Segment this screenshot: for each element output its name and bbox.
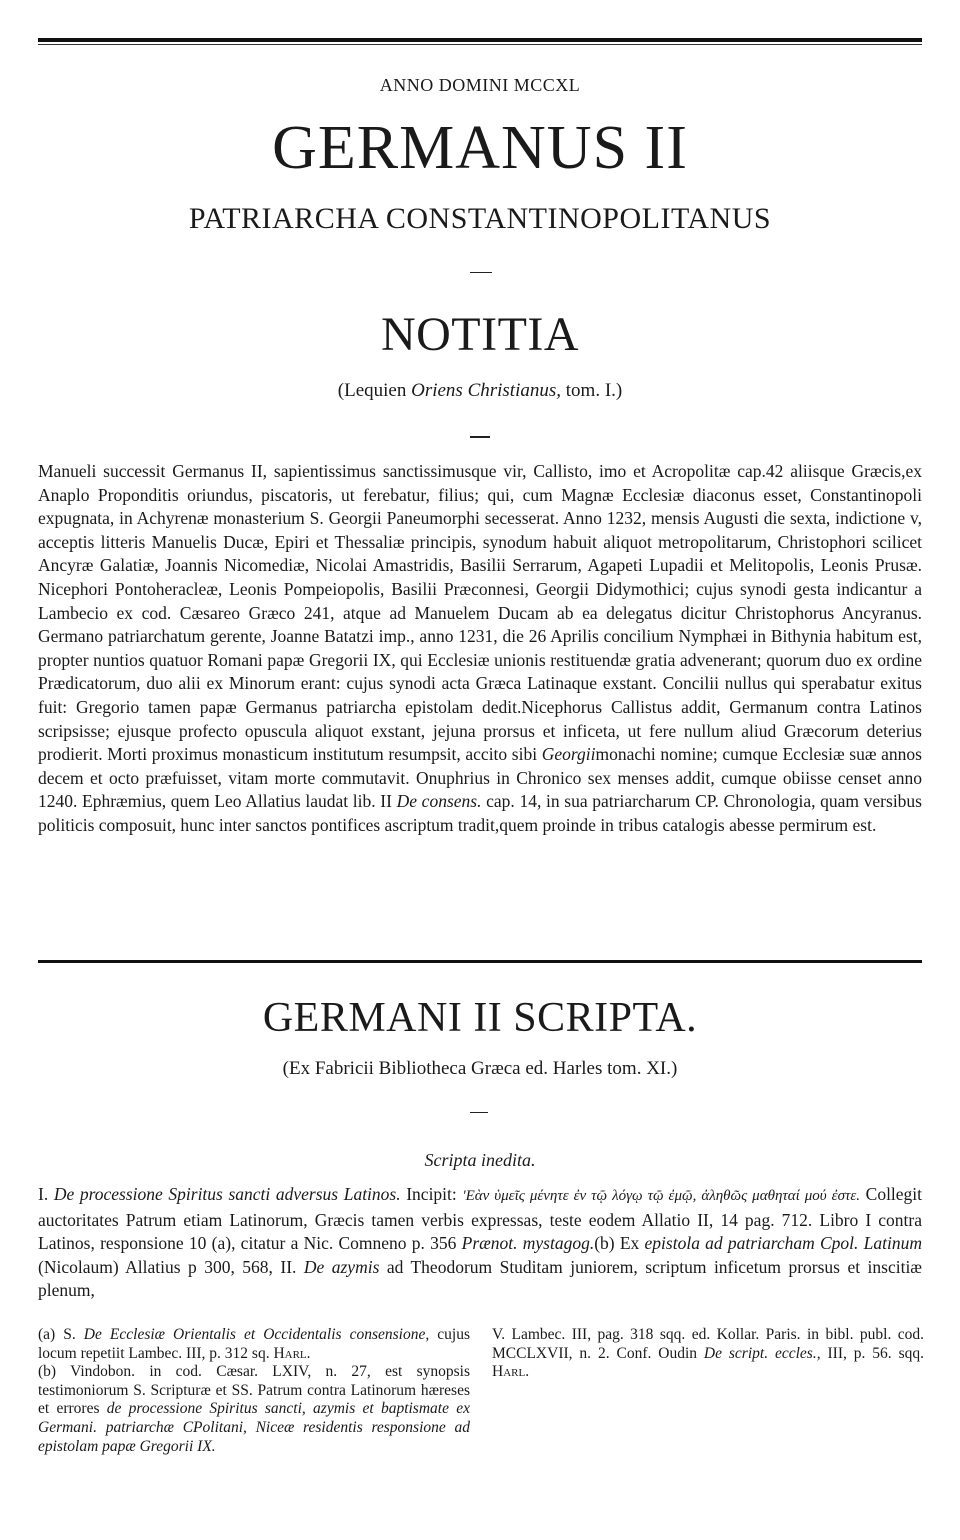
top-rule-thin	[38, 44, 922, 45]
footnote-column-left	[38, 1326, 470, 1456]
scripta-heading: GERMANI II SCRIPTA.	[262, 995, 698, 1041]
anno-domini: ANNO DOMINI MCCXL	[379, 75, 581, 95]
notitia-body: Manueli successit Germanus II, sapientissimus sanctissimusque vir, Callisto, imo et Acropolitæ cap.42 aliisque Græcis,ex Anaplo Proponditis oriundus, piscatoris, ut ferebatur, filius; qui, cum Magnæ Ecclesiæ diaconus esset, Constantinopoli expugnata, in Achyrenæ monasterium S. Georgii Paneumorphi secesserat. Anno 1232, mensis Augusti die sexta, indictione v, acceptis litteris Manuelis Ducæ, Epiri et Thessaliæ principis, synodum habuit aliquot metropolitarum, Christophori scilicet Ancyræ Galatiæ, Joannis Nicomediæ, Nicolai Amastridis, Basilii Serrarum, Agapeti Lupadii et Melitopolis, Leonis Prusæ. Nicephori Pontoheracleæ, Leonis Pompeiopolis, Basilii Præconnesi, Georgii Didymothici; cujus synodi gesta indicantur a Lambecio ex cod. Cæsareo Græco 241, atque ad Manuelem Ducam ab ea delegatus dicitur Christophorus Ancyranus. Germano patriarchatum gerente, Joanne Batatzi imp., anno 1231, die 26 Aprilis concilium Nymphæi in Bithynia habitum est, propter nuntios quatuor Romani papæ Gregorii IX, qui Ecclesiæ unionis restituendæ gratia advenerant; quorum duo ex ordine Prædicatorum, duo alii ex Minorum erant: cujus synodi acta Græca Latinaque exstant. Concilii nullus qui sperabatur exitus fuit: Gregorio tamen papæ Germanus patriarcha epistolam dedit.Nicephorus Callistus addit, Germanum contra Latinos scripsisse; ejusque profecto opuscula aliquot exstant, jejuna prorsus et inficeta, ut fere nullum aliud Græcorum deterius prodierit. Morti proximus monasticum institutum resumpsit, accito sibi Georgiimonachi nomine; cumque Ecclesiæ suæ annos decem et octo præfuisset, vitam morte commutavit. Onuphrius in Chronico sex menses addit, cumque obiisse censet anno 1240. Ephræmius, quem Leo Allatius laudat lib. II De consens. cap. 14, in sua patriarcharum CP. Chronologia, quam versibus politicis composuit, hunc inter sanctos pontifices ascriptum tradit,quem proinde in tribus catalogis abesse permirum est.	[38, 461, 922, 835]
notitia-source: (Lequien Oriens Christianus, tom. I.)	[337, 380, 623, 401]
footnote-b-continued: V. Lambec. III, pag. 318 sqq. ed. Kollar. Paris. in bibl. publ. cod. MCCLXVII, n. 2. Conf. Oudin De script. eccles., III, p. 56. sqq. Harl.	[492, 1326, 924, 1381]
page-title: GERMANUS II	[272, 114, 688, 182]
notitia-heading: NOTITIA	[380, 308, 580, 361]
top-rule-thick	[38, 38, 922, 42]
separator-dash	[470, 1112, 488, 1113]
scripta-source: (Ex Fabricii Bibliotheca Græca ed. Harles tom. XI.)	[282, 1058, 678, 1079]
footnote-column-right	[492, 1326, 924, 1382]
footnote-a: (a) S. De Ecclesiæ Orientalis et Occidentalis consensione, cujus locum repetiit Lambec. III, p. 312 sq. Harl.	[38, 1326, 471, 1362]
scripta-entry: I. De processione Spiritus sancti adversus Latinos. Incipit: 'Εὰν ὑμεῖς μένητε ἐν τῷ λόγῳ τῷ ἐμῷ, ἀληθῶς μαθηταί μού ἐστε. Collegit auctoritates Patrum etiam Latinorum, Græcis tamen verbis expressas, teste eodem Allatio II, 14 pag. 712. Libro I contra Latinos, responsione 10 (a), citatur a Nic. Comneno p. 356 Prænot. mystagog.(b) Ex epistola ad patriarcham Cpol. Latinum (Nicolaum) Allatius p 300, 568, II. De azymis ad Theodorum Studitam juniorem, scriptum inficetum prorsus et inscitiæ plenum,	[38, 1184, 923, 1301]
section-rule	[38, 960, 922, 963]
page-subtitle: PATRIARCHA CONSTANTINOPOLITANUS	[188, 202, 772, 235]
footnote-b: (b) Vindobon. in cod. Cæsar. LXIV, n. 27, est synopsis testimoniorum S. Scripturæ et SS. Patrum contra Latinorum hæreses et errores de processione Spiritus sancti, azymis et baptismate ex Germani. patriarchæ CPolitani, Niceæ residentis responsione ad epistolam papæ Gregorii IX.	[38, 1363, 470, 1455]
separator-dash	[470, 436, 490, 438]
scripta-inedita-heading: Scripta inedita.	[424, 1150, 536, 1170]
separator-dash	[470, 272, 492, 273]
